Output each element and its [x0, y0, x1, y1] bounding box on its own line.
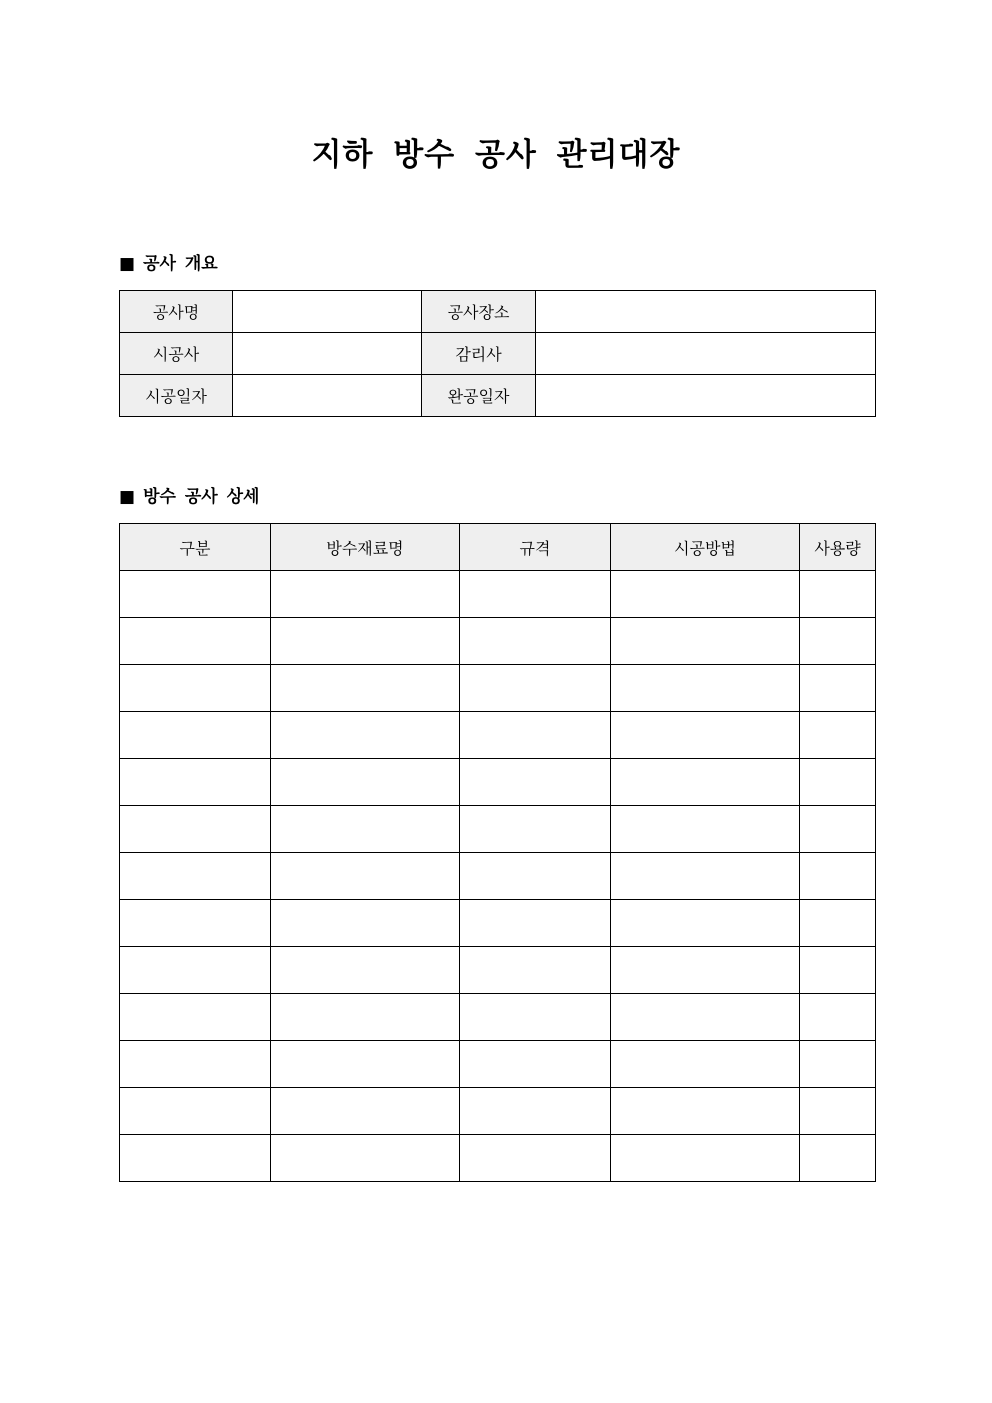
cell-method[interactable] — [611, 853, 800, 900]
label-project-name: 공사명 — [120, 291, 233, 333]
table-row — [120, 618, 876, 665]
square-bullet-icon: ■ — [119, 487, 136, 507]
cell-category[interactable] — [120, 947, 271, 994]
table-row — [120, 1041, 876, 1088]
label-construction-date: 시공일자 — [120, 375, 233, 417]
detail-table — [119, 523, 876, 1182]
cell-quantity[interactable] — [800, 618, 876, 665]
cell-method[interactable] — [611, 571, 800, 618]
column-header-material-name: 방수재료명 — [271, 524, 460, 571]
cell-quantity[interactable] — [800, 994, 876, 1041]
cell-method[interactable] — [611, 618, 800, 665]
cell-material-name[interactable] — [271, 853, 460, 900]
cell-specification[interactable] — [460, 1135, 611, 1182]
cell-material-name[interactable] — [271, 900, 460, 947]
table-row — [120, 994, 876, 1041]
cell-specification[interactable] — [460, 900, 611, 947]
cell-specification[interactable] — [460, 947, 611, 994]
cell-specification[interactable] — [460, 618, 611, 665]
table-row — [120, 900, 876, 947]
table-row — [120, 1088, 876, 1135]
cell-category[interactable] — [120, 1041, 271, 1088]
cell-material-name[interactable] — [271, 1041, 460, 1088]
cell-material-name[interactable] — [271, 1135, 460, 1182]
cell-category[interactable] — [120, 759, 271, 806]
detail-table-body — [120, 571, 876, 1182]
cell-quantity[interactable] — [800, 712, 876, 759]
table-row — [120, 853, 876, 900]
table-row — [120, 665, 876, 712]
field-construction-date[interactable] — [233, 375, 422, 417]
column-header-specification: 규격 — [460, 524, 611, 571]
cell-material-name[interactable] — [271, 1088, 460, 1135]
cell-category[interactable] — [120, 618, 271, 665]
cell-category[interactable] — [120, 571, 271, 618]
cell-quantity[interactable] — [800, 1088, 876, 1135]
cell-category[interactable] — [120, 712, 271, 759]
field-supervisor[interactable] — [536, 333, 876, 375]
column-header-category: 구분 — [120, 524, 271, 571]
overview-row — [120, 291, 876, 333]
overview-table — [119, 290, 876, 417]
cell-quantity[interactable] — [800, 665, 876, 712]
cell-specification[interactable] — [460, 1088, 611, 1135]
column-header-quantity: 사용량 — [800, 524, 876, 571]
section-heading-overview — [119, 251, 218, 277]
label-completion-date: 완공일자 — [422, 375, 536, 417]
cell-specification[interactable] — [460, 712, 611, 759]
cell-method[interactable] — [611, 900, 800, 947]
column-header-method: 시공방법 — [611, 524, 800, 571]
cell-category[interactable] — [120, 994, 271, 1041]
cell-specification[interactable] — [460, 571, 611, 618]
cell-quantity[interactable] — [800, 853, 876, 900]
cell-method[interactable] — [611, 806, 800, 853]
cell-method[interactable] — [611, 1088, 800, 1135]
overview-row — [120, 375, 876, 417]
cell-material-name[interactable] — [271, 994, 460, 1041]
cell-specification[interactable] — [460, 806, 611, 853]
cell-material-name[interactable] — [271, 806, 460, 853]
cell-method[interactable] — [611, 1135, 800, 1182]
label-supervisor: 감리사 — [422, 333, 536, 375]
field-project-name[interactable] — [233, 291, 422, 333]
cell-category[interactable] — [120, 665, 271, 712]
label-project-location: 공사장소 — [422, 291, 536, 333]
cell-material-name[interactable] — [271, 571, 460, 618]
cell-method[interactable] — [611, 994, 800, 1041]
cell-specification[interactable] — [460, 1041, 611, 1088]
section-heading-detail-label: 방수 공사 상세 — [143, 487, 260, 507]
cell-category[interactable] — [120, 853, 271, 900]
table-row — [120, 712, 876, 759]
table-row — [120, 1135, 876, 1182]
cell-method[interactable] — [611, 1041, 800, 1088]
field-project-location[interactable] — [536, 291, 876, 333]
cell-method[interactable] — [611, 665, 800, 712]
cell-method[interactable] — [611, 759, 800, 806]
section-heading-overview-label: 공사 개요 — [143, 254, 218, 274]
cell-category[interactable] — [120, 1135, 271, 1182]
cell-quantity[interactable] — [800, 1041, 876, 1088]
field-completion-date[interactable] — [536, 375, 876, 417]
overview-row — [120, 333, 876, 375]
cell-quantity[interactable] — [800, 947, 876, 994]
cell-material-name[interactable] — [271, 618, 460, 665]
cell-material-name[interactable] — [271, 665, 460, 712]
label-contractor: 시공사 — [120, 333, 233, 375]
cell-material-name[interactable] — [271, 947, 460, 994]
table-row — [120, 759, 876, 806]
cell-quantity[interactable] — [800, 806, 876, 853]
cell-category[interactable] — [120, 1088, 271, 1135]
cell-category[interactable] — [120, 806, 271, 853]
cell-quantity[interactable] — [800, 1135, 876, 1182]
cell-specification[interactable] — [460, 853, 611, 900]
cell-material-name[interactable] — [271, 712, 460, 759]
detail-header-row — [120, 524, 876, 571]
cell-quantity[interactable] — [800, 571, 876, 618]
cell-specification[interactable] — [460, 759, 611, 806]
table-row — [120, 806, 876, 853]
cell-material-name[interactable] — [271, 759, 460, 806]
document-title: 지하 방수 공사 관리대장 — [311, 137, 681, 173]
cell-specification[interactable] — [460, 665, 611, 712]
cell-quantity[interactable] — [800, 900, 876, 947]
cell-quantity[interactable] — [800, 759, 876, 806]
cell-category[interactable] — [120, 900, 271, 947]
table-row — [120, 947, 876, 994]
cell-method[interactable] — [611, 712, 800, 759]
square-bullet-icon: ■ — [119, 254, 136, 274]
section-heading-detail — [119, 484, 259, 510]
cell-specification[interactable] — [460, 994, 611, 1041]
table-row — [120, 571, 876, 618]
field-contractor[interactable] — [233, 333, 422, 375]
cell-method[interactable] — [611, 947, 800, 994]
